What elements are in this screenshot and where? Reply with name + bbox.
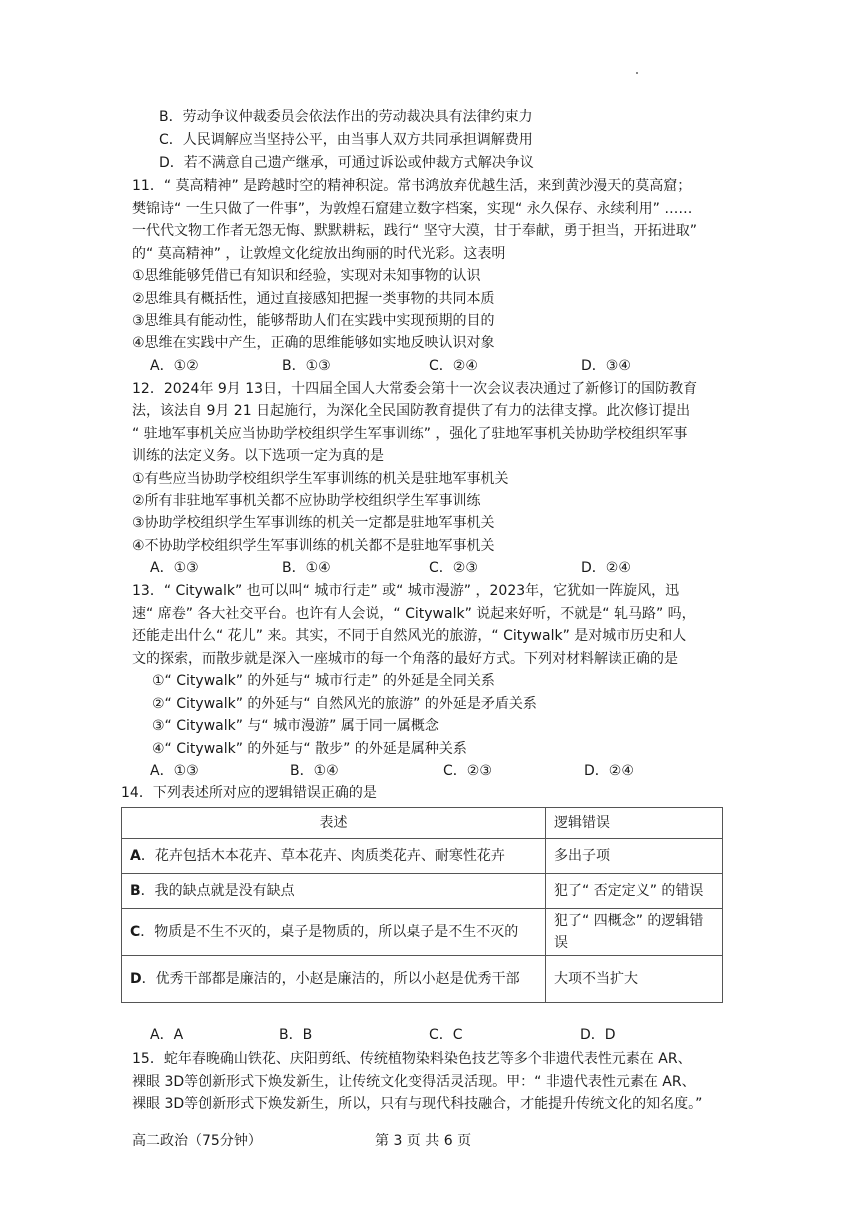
q11-item: ④思维在实践中产生，正确的思维能够如实地反映认识对象: [132, 335, 495, 351]
q11-item: ③思维具有能动性，能够帮助人们在实践中实现预期的目的: [132, 313, 495, 329]
statement-text: ．我的缺点就是没有缺点: [140, 883, 295, 899]
q15-stem-line: 15．蛇年春晚确山铁花、庆阳剪纸、传统植物染料染色技艺等多个非遗代表性元素在 AR、: [132, 1051, 692, 1067]
statement-text: ．优秀干部都是廉洁的，小赵是廉洁的，所以小赵是优秀干部: [141, 971, 520, 987]
q11-option-b: B．①③: [282, 358, 331, 374]
q10-option-d: D．若不满意自己遗产继承，可通过诉讼或仲裁方式解决争议: [159, 155, 534, 171]
footer-subject: 高二政治（75分钟）: [132, 1133, 262, 1149]
q13-item: ③“ Citywalk” 与“ 城市漫游” 属于同一属概念: [152, 718, 439, 734]
q13-stem-line: 文的探索，而散步就是深入一座城市的每一个角落的最好方式。下列对材料解读正确的是: [132, 651, 678, 667]
q13-option-c: C．②③: [443, 763, 492, 779]
logic-error-table: [121, 807, 723, 1003]
q13-option-d: D．②④: [584, 763, 634, 779]
q13-stem-line: 还能走出什么“ 花儿” 来。其实，不同于自然风光的旅游，“ Citywalk” 是对城市历史和人: [132, 628, 687, 644]
statement-cell: [122, 909, 546, 956]
q12-option-c: C．②③: [429, 560, 478, 576]
q14-option-c: C．C: [429, 1027, 463, 1043]
table-row: [122, 874, 723, 909]
q11-item: ②思维具有概括性，通过直接感知把握一类事物的共同本质: [132, 291, 495, 307]
q12-option-a: A．①③: [150, 560, 199, 576]
column-header-error: 逻辑错误: [546, 808, 723, 839]
scan-dot: [636, 72, 638, 74]
statement-text: ．花卉包括木本花卉、草本花卉、肉质类花卉、耐寒性花卉: [140, 848, 505, 864]
q12-stem-line: 训练的法定义务。以下选项一定为真的是: [132, 448, 384, 464]
row-letter: B: [130, 883, 141, 899]
q11-stem-line: 樊锦诗“ 一生只做了一件事”，为敦煌石窟建立数字档案，实现“ 永久保存、永续利用” ……: [132, 201, 693, 217]
q12-stem-line: “ 驻地军事机关应当协助学校组织学生军事训练” ，强化了驻地军事机关协助学校组织军事: [132, 426, 688, 442]
q14-options: [0, 1024, 860, 1046]
statement-cell: [122, 956, 546, 1003]
table-row: [122, 909, 723, 956]
q12-item: ④不协助学校组织学生军事训练的机关都不是驻地军事机关: [132, 538, 495, 554]
q11-stem-line: 11．“ 莫高精神” 是跨越时空的精神积淀。常书鸿放弃优越生活，来到黄沙漫天的莫高窟；: [132, 178, 692, 194]
q12-stem-line: 法，该法自 9月 21 日起施行，为深化全民国防教育提供了有力的法律支撑。此次修订提出: [132, 403, 691, 419]
q13-item: ②“ Citywalk” 的外延与“ 自然风光的旅游” 的外延是矛盾关系: [152, 696, 537, 712]
q13-item: ④“ Citywalk” 的外延与“ 散步” 的外延是属种关系: [152, 741, 467, 757]
error-cell: 犯了“ 四概念” 的逻辑错误: [546, 909, 723, 956]
error-cell: 多出子项: [546, 839, 723, 874]
q14-option-b: B．B: [279, 1027, 313, 1043]
table-row: [122, 956, 723, 1003]
q15-stem-line: 裸眼 3D等创新形式下焕发新生，所以，只有与现代科技融合，才能提升传统文化的知名度。”: [132, 1096, 703, 1112]
q13-stem-line: 速“ 席卷” 各大社交平台。也许有人会说，“ Citywalk” 说起来好听，不就是“ 轧马路” 吗，: [132, 606, 696, 622]
q12-item: ②所有非驻地军事机关都不应协助学校组织学生军事训练: [132, 493, 481, 509]
error-cell: 大项不当扩大: [546, 956, 723, 1003]
q14-stem: 14．下列表述所对应的逻辑错误正确的是: [121, 785, 377, 801]
q10-option-b: B．劳动争议仲裁委员会依法作出的劳动裁决具有法律约束力: [159, 109, 533, 125]
q12-stem-line: 12．2024年 9月 13日，十四届全国人大常委会第十一次会议表决通过了新修订的国防教育: [132, 381, 698, 397]
q14-option-d: D．D: [580, 1027, 616, 1043]
column-header-statement: 表述: [122, 808, 546, 839]
q11-stem-line: 一代代文物工作者无怨无悔、默默耕耘，践行“ 坚守大漠，甘于奉献，勇于担当，开拓进取”: [132, 223, 697, 239]
q12-option-b: B．①④: [282, 560, 331, 576]
error-cell: 犯了“ 否定定义” 的错误: [546, 874, 723, 909]
q11-option-a: A．①②: [150, 358, 199, 374]
q13-option-b: B．①④: [290, 763, 339, 779]
statement-cell: [122, 839, 546, 874]
q11-item: ①思维能够凭借已有知识和经验，实现对未知事物的认识: [132, 268, 481, 284]
statement-text: ．物质是不生不灭的，桌子是物质的，所以桌子是不生不灭的: [140, 924, 519, 940]
statement-cell: [122, 874, 546, 909]
q11-option-c: C．②④: [429, 358, 478, 374]
q12-item: ③协助学校组织学生军事训练的机关一定都是驻地军事机关: [132, 515, 495, 531]
q13-option-a: A．①③: [150, 763, 199, 779]
q11-option-d: D．③④: [581, 358, 631, 374]
q10-option-c: C．人民调解应当坚持公平，由当事人双方共同承担调解费用: [159, 132, 533, 148]
q13-options: [0, 760, 860, 782]
q11-options: [0, 355, 860, 377]
q12-option-d: D．②④: [581, 560, 631, 576]
q15-stem-line: 裸眼 3D等创新形式下焕发新生，让传统文化变得活灵活现。甲：“ 非遗代表性元素在 AR、: [132, 1074, 696, 1090]
q11-stem-line: 的“ 莫高精神” ，让敦煌文化绽放出绚丽的时代光彩。这表明: [132, 246, 506, 262]
q12-item: ①有些应当协助学校组织学生军事训练的机关是驻地军事机关: [132, 471, 509, 487]
row-letter: D: [130, 971, 142, 987]
q12-options: [0, 557, 860, 579]
q13-item: ①“ Citywalk” 的外延与“ 城市行走” 的外延是全同关系: [152, 673, 495, 689]
row-letter: C: [130, 924, 141, 940]
table-header-row: [122, 808, 723, 839]
q14-option-a: A．A: [150, 1027, 184, 1043]
table-row: [122, 839, 723, 874]
footer-page-number: 第 3 页 共 6 页: [375, 1133, 472, 1149]
q13-stem-line: 13．“ Citywalk” 也可以叫“ 城市行走” 或“ 城市漫游” ，2023年，它犹如一阵旋风，迅: [132, 583, 680, 599]
row-letter: A: [130, 848, 141, 864]
